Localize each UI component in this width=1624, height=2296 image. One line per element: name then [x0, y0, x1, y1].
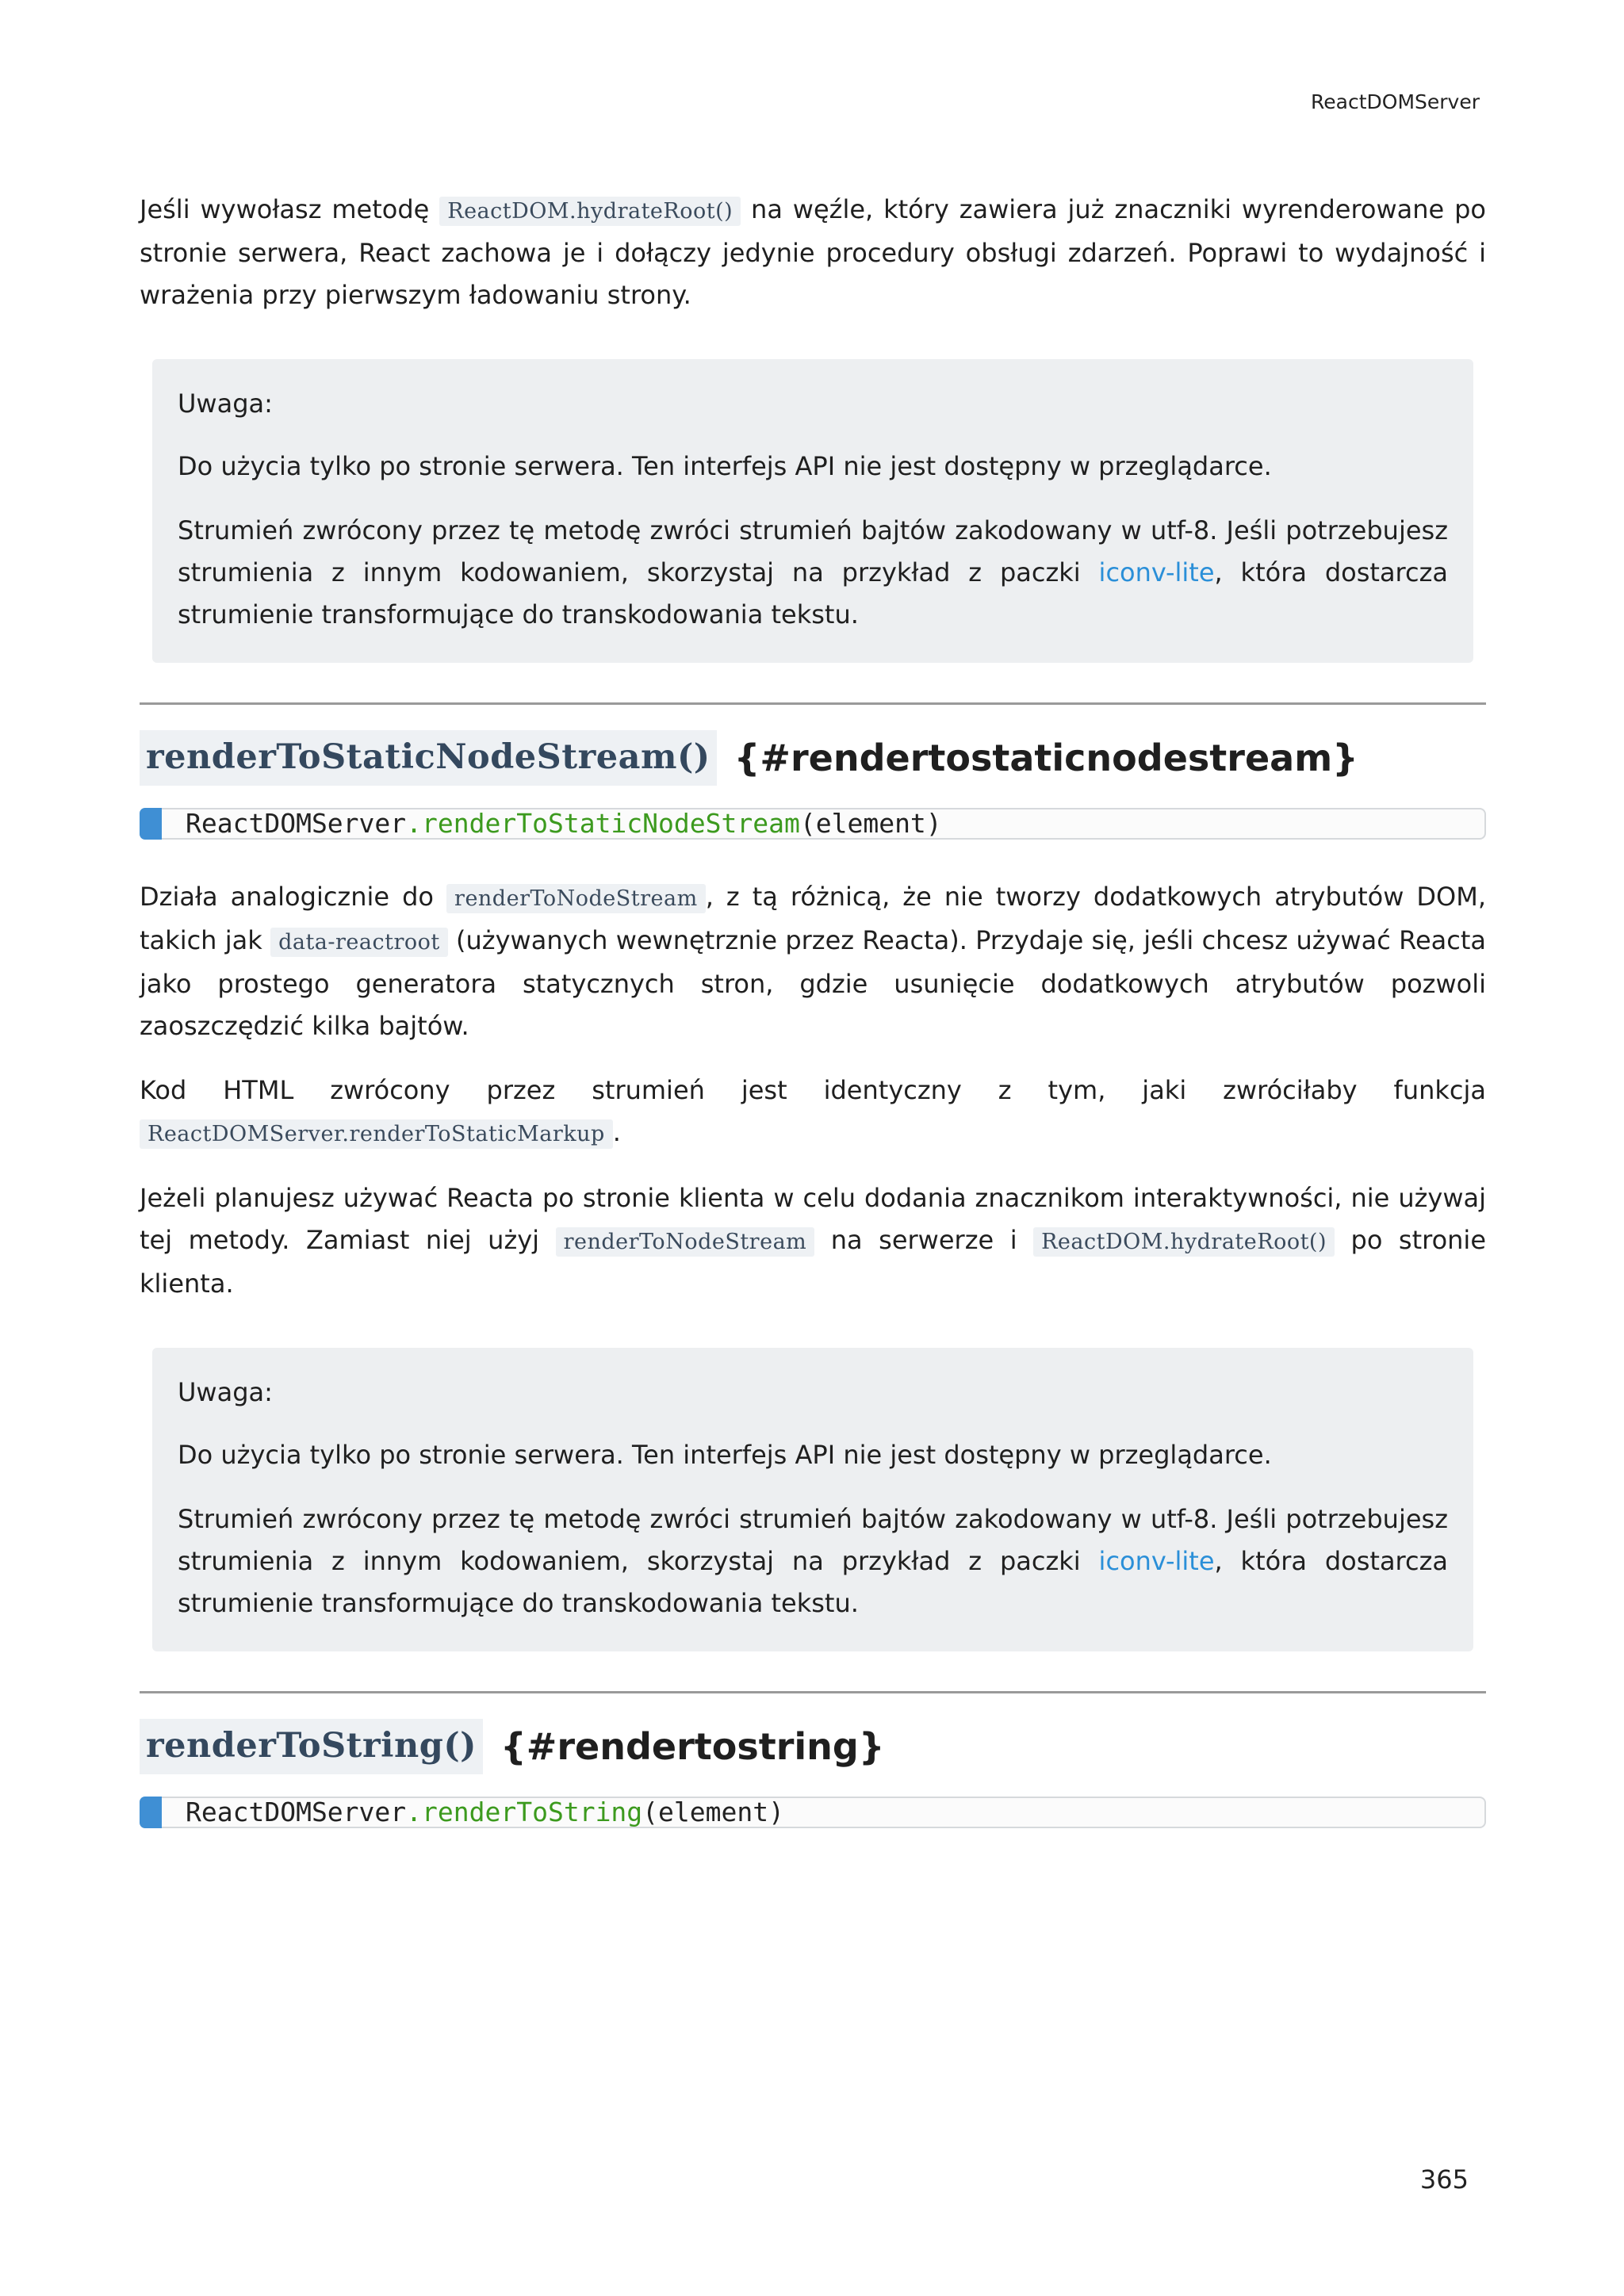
text: , która dostarcza strumienie transformujące do transkodowania tekstu.: [178, 557, 1449, 629]
iconv-lite-link[interactable]: iconv-lite: [1098, 1546, 1215, 1576]
code-block: [140, 1797, 1486, 1828]
inline-code: renderToNodeStream: [556, 1227, 815, 1257]
note-text: [178, 510, 1448, 636]
code-method: .renderToStaticNodeStream: [406, 808, 800, 839]
iconv-lite-link[interactable]: iconv-lite: [1098, 557, 1215, 587]
section-divider: [140, 1691, 1486, 1693]
running-header: ReactDOMServer: [1311, 90, 1480, 113]
page-content: [140, 189, 1486, 1865]
heading-code: renderToString(): [140, 1719, 483, 1774]
section-heading-rendertostaticnodestream: [140, 730, 1486, 786]
code-object: ReactDOMServer: [186, 1797, 407, 1827]
heading-code: renderToStaticNodeStream(): [140, 730, 717, 786]
note-label: Uwaga:: [178, 1377, 273, 1407]
code-object: ReactDOMServer: [186, 808, 407, 839]
section-divider: [140, 702, 1486, 705]
code-block-marker: [140, 1797, 162, 1828]
text: Jeśli wywołasz metodę: [140, 194, 440, 224]
text: na serwerze i: [814, 1225, 1034, 1255]
heading-anchor: {#rendertostaticnodestream}: [733, 737, 1358, 779]
section-heading-rendertostring: [140, 1719, 1486, 1774]
inline-code: ReactDOM.hydrateRoot(): [439, 197, 741, 226]
note-label: Uwaga:: [178, 388, 273, 419]
text: .: [612, 1117, 621, 1147]
inline-code: ReactDOM.hydrateRoot(): [1033, 1227, 1335, 1257]
note-text: Do użycia tylko po stronie serwera. Ten interfejs API nie jest dostępny w przeglądarce.: [178, 451, 1272, 481]
paragraph: [140, 876, 1486, 1047]
text: Kod HTML zwrócony przez strumień jest identyczny z tym, jaki zwróciłaby funkcja: [140, 1075, 1486, 1105]
note-box: [152, 1348, 1473, 1651]
text: (używanych wewnętrznie przez Reacta). Przydaje się, jeśli chcesz używać Reacta jako prostego generatora statycznych stron, gdzie usunięcie dodatkowych atrybutów pozwoli zaoszczędzić kilka bajtów.: [140, 925, 1487, 1041]
paragraph: [140, 1070, 1486, 1155]
heading-anchor: {#rendertostring}: [500, 1725, 885, 1768]
text: po stronie klienta.: [140, 1225, 1487, 1299]
text: Działa analogicznie do: [140, 882, 447, 912]
note-text: [178, 1498, 1448, 1624]
note-text: Do użycia tylko po stronie serwera. Ten interfejs API nie jest dostępny w przeglądarce.: [178, 1440, 1272, 1470]
paragraph: [140, 1177, 1486, 1305]
intro-paragraph: [140, 189, 1486, 316]
inline-code: renderToNodeStream: [446, 884, 706, 913]
code-block-marker: [140, 808, 162, 840]
code-args: (element): [799, 808, 942, 839]
inline-code: data-reactroot: [270, 928, 448, 957]
inline-code: ReactDOMServer.renderToStaticMarkup: [140, 1119, 613, 1149]
code-args: (element): [642, 1797, 784, 1827]
page-number: 365: [1419, 2164, 1469, 2195]
code-method: .renderToString: [406, 1797, 643, 1827]
text: , która dostarcza strumienie transformujące do transkodowania tekstu.: [178, 1546, 1449, 1618]
code-block: [140, 808, 1486, 840]
text: Jeżeli planujesz używać Reacta po stronie klienta w celu dodania znacznikom interaktywności, nie używaj tej metody. Zamiast niej użyj: [140, 1183, 1486, 1255]
note-box: [152, 359, 1473, 663]
text: na węźle, który zawiera już znaczniki wyrenderowane po stronie serwera, React zachowa je i dołączy jedynie procedury obsługi zdarzeń. Poprawi to wydajność i wrażenia przy pierwszym ładowaniu strony.: [140, 194, 1487, 310]
text: Strumień zwrócony przez tę metodę zwróci strumień bajtów zakodowany w utf-8. Jeśli potrzebujesz strumienia z innym kodowaniem, skorzystaj na przykład z paczki: [178, 515, 1448, 587]
text: , z tą różnicą, że nie tworzy dodatkowych atrybutów DOM, takich jak: [140, 882, 1487, 955]
text: Strumień zwrócony przez tę metodę zwróci strumień bajtów zakodowany w utf-8. Jeśli potrzebujesz strumienia z innym kodowaniem, skorzystaj na przykład z paczki: [178, 1504, 1448, 1576]
